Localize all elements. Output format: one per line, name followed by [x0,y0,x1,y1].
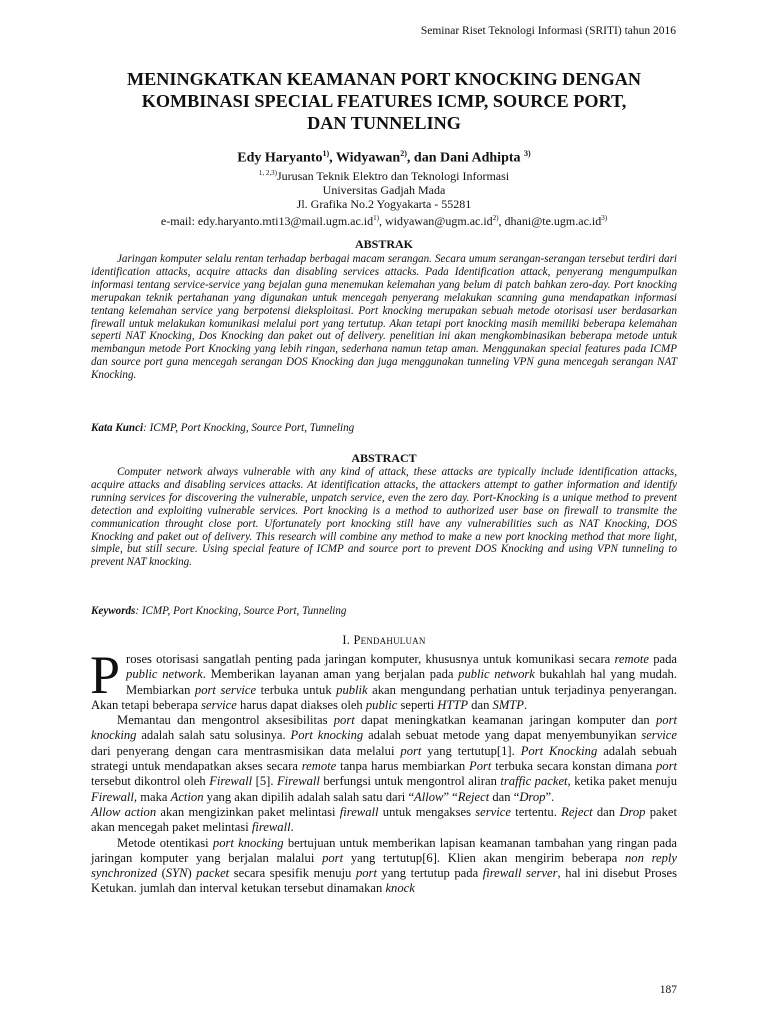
page-number: 187 [659,984,677,996]
section-title: I. Pendahuluan [342,633,426,647]
author-list [60,149,708,167]
affiliation-emails: e-mail: $edy.haryanto.mti13@mail.ugm.ac.id^{1)}$, $widyawan@ugm.ac.id^{2)}$, $dhani@te.ugm.ac.id^{3)}$ [160,214,608,228]
affiliation-dept: $^{1, 2,3)}$Jurusan Teknik Elektro dan Teknologi Informasi [258,169,510,183]
keywords: Keywords: ICMP, Port Knocking, Source Port, Tunneling [91,605,347,617]
title-line: DAN TUNNELING [307,113,461,133]
title-line: KOMBINASI SPECIAL FEATURES ICMP, SOURCE PORT, [141,91,627,111]
author-sup: 2) [400,149,407,158]
running-header: Seminar Riset Teknologi Informasi (SRITI) tahun 2016 [420,25,676,37]
kata-kunci: Kata Kunci: ICMP, Port Knocking, Source Port, Tunneling [91,422,355,434]
abstrak-body: Jaringan komputer selalu rentan terhadap berbagai macam serangan. Secara umum serangan-serangan tersebut terdiri dari identification attacks, acquire attacks dan disabling services attacks. Pada Identification attack, penyerang mengumpulkan informasi tentang service-service yang bejalan guna menemukan kelemahan yang belum di patch bahkan zero-day. Port knocking merupakan teknik pertahanan yang digunakan untuk mencegah penyerang melakukan scanning guna mendapatkan informasi tentang kelemahan service yang berpotensi dieksploitasi. Port knocking merupakan sebuah metode otorisasi user berdasarkan firewall untuk melakukan komunikasi melalui port yang tertutup. Akan tetapi port knocking masih memiliki beberapa kelemahan seperti NAT Knocking, Dos Knocking dan paket out of delivery. penelitian ini akan mengkombinasikan beberapa metode untuk membangun metode Port Knocking yang lebih ringan, sederhana namun tetap aman. Menggunakan special features pada ICMP dan source port guna mencegah serangan DOS Knocking dan juga menggunakan tunneling VPN guna mencegah serangan NAT Knocking. [91,253,677,382]
paragraph: Proses otorisasi sangatlah penting pada jaringan komputer, khususnya untuk komunikasi secara remote pada public network. Memberikan layanan aman yang berjalan pada public network bukahlah hal yang mudah. Membiarkan port service terbuka untuk publik akan mengundang perhatian untuk terjadinya penyerangan. Akan tetapi beberapa service harus dapat diakses oleh public seperti HTTP dan SMTP. [90,645,678,712]
affiliation-block [60,166,708,228]
author-name: Edy Haryanto [237,150,323,166]
author-sup: 3) [524,149,531,158]
paragraph: Memantau dan mengontrol aksesibilitas port dapat meningkatkan keamanan jaringan komputer dan port knocking adalah salah satu solusinya. Port knocking adalah sebuat metode yang dapat menyembunyikan service dari penyerang dengan cara mentrasmisikan data melalui port yang tertutup[1]. Port Knocking adalah sebuah strategi untuk mendapatkan akses secara remote tanpa harus membiarkan Port terbuka secara konstan dimana port tersebut dikontrol oleh Firewall [5]. Firewall berfungsi untuk mengontrol aliran traffic packet, ketika paket menuju Firewall, maka Action yang akan dipilih adalah salah satu dari “Allow” “Reject dan “Drop”. [91,713,678,804]
drop-cap: P [90,645,121,705]
affiliation-univ: Universitas Gadjah Mada [322,183,446,197]
paragraph: Metode otentikasi port knocking bertujuan untuk memberikan lapisan keamanan tambahan yang ringan pada jaringan komputer yang berjalan malalui port yang tertutup[6]. Klien akan mengirim beberapa non reply synchronized (SYN) packet secara spesifik menuju port yang tertutup pada firewall server, hal ini disebut Proses Ketukan. jumlah dan interval ketukan tersebut dinamakan knock [91,835,678,896]
abstrak-heading: ABSTRAK [354,237,413,251]
affiliation-address: Jl. Grafika No.2 Yogyakarta - 55281 [296,197,472,211]
body-text [90,645,678,897]
author-sup: 1) [322,149,330,158]
abstract-body: Computer network always vulnerable with any kind of attack, these attacks are typically include identification attacks, acquire attacks and disabling services attacks. At identification attacks, the attackers attempt to gather information and identify running services for discovering the vulnerable, unpatch service, even the zero day. Port-Knocking is a unique method to prevent detection and exploiting vulnerable services. Port knocking is a method to authorized user base on firewall to transmite the communication throught close port. Ufortunately port knocking still have any vulnerabilities such as NAT Knocking, DOS Knocking and paket out of delivery. This research will combine any method to make a new port knocking method that more light, simple, but still secure. Using special feature of ICMP and source port to prevent DOS Knocking and using VPN tunneling to prevent NAT knocking. [91,466,677,569]
author-name: , dan Dani Adhipta [406,150,525,166]
abstract-heading: ABSTRACT [351,451,417,465]
paper-title [60,68,708,134]
author-name: , Widyawan [329,150,401,166]
title-line: MENINGKATKAN KEAMANAN PORT KNOCKING DENGAN [126,69,641,89]
paragraph: Allow action akan mengizinkan paket melintasi firewall untuk mengakses service tertentu. Reject dan Drop paket akan mencegah paket melintasi firewall. [91,804,677,835]
